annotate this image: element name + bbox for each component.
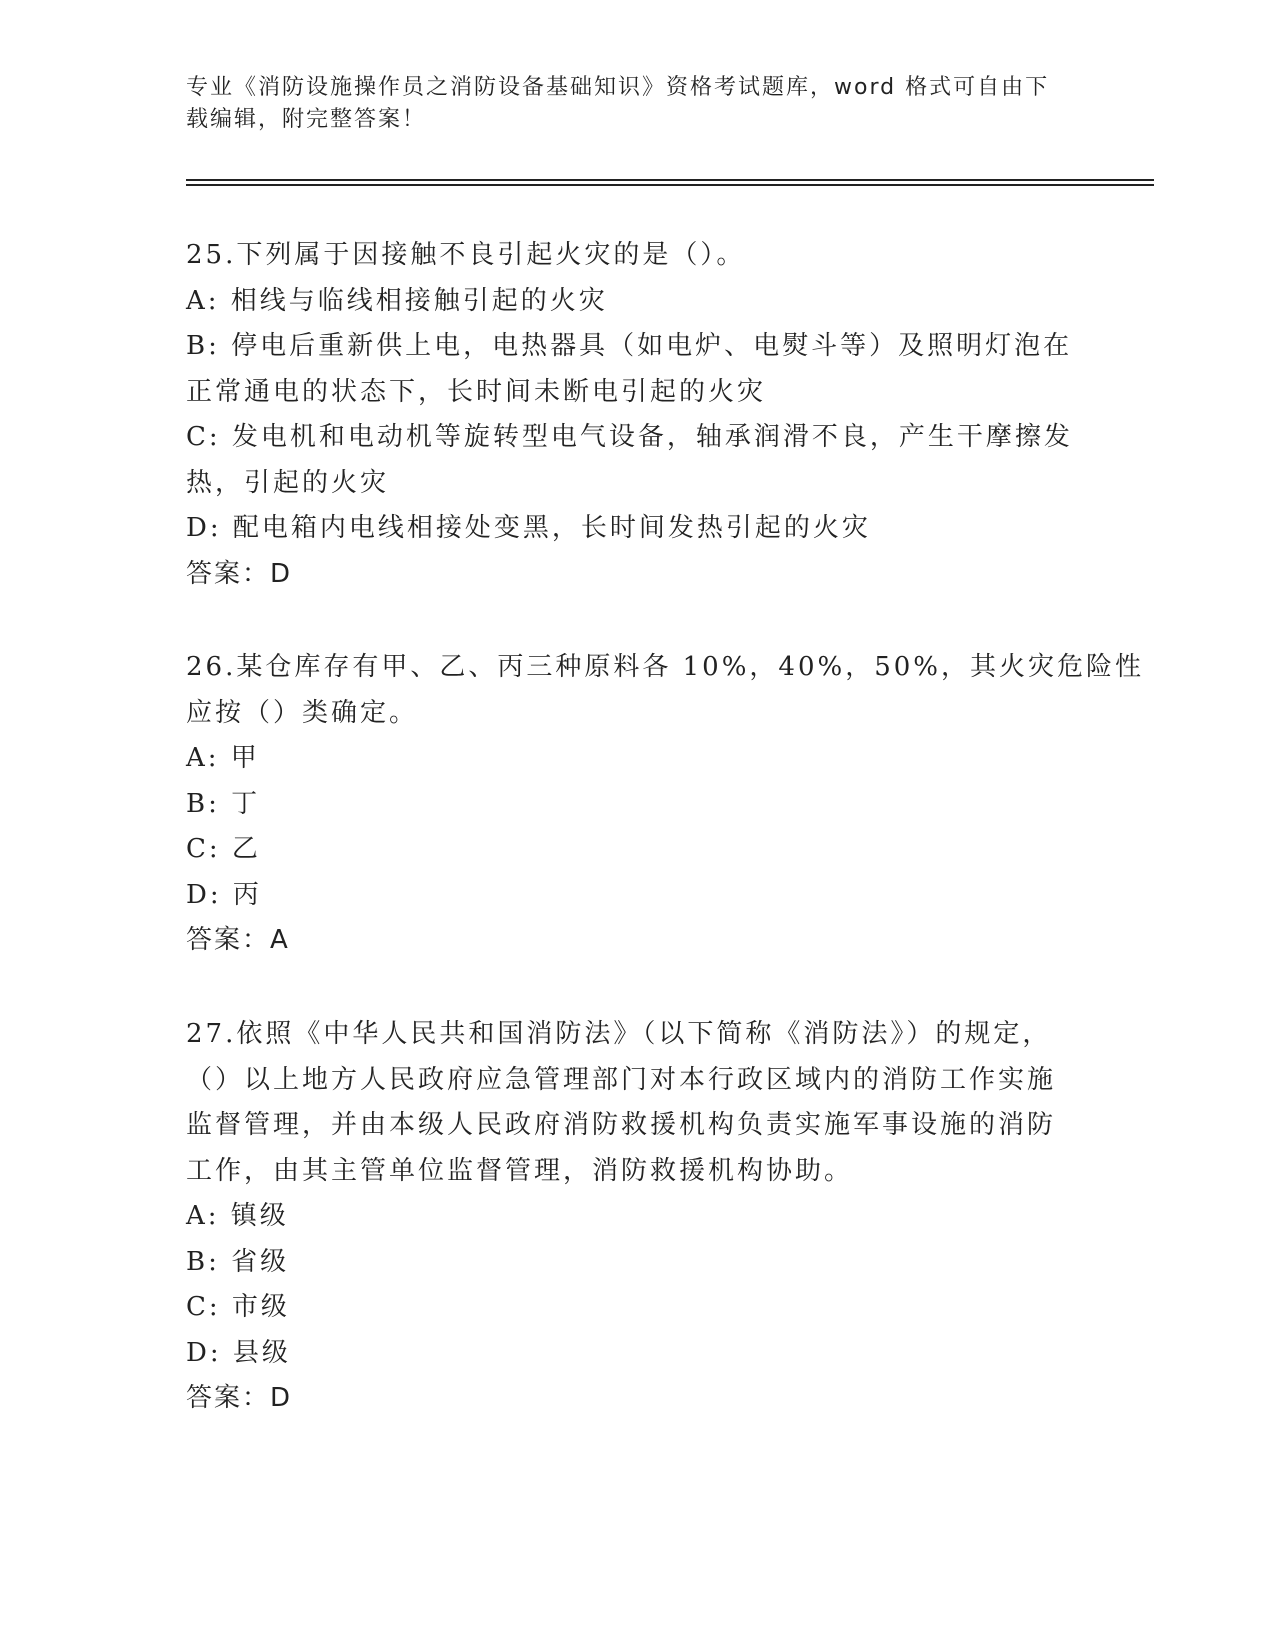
option-d: D: 丙 (186, 879, 262, 910)
option-b: B: 丁 (186, 788, 261, 819)
header-line: 专业《消防设施操作员之消防设备基础知识》资格考试题库，word 格式可自由下 (186, 75, 1050, 100)
answer: 答案：D (186, 558, 293, 589)
question-stem-continued: （）以上地方人民政府应急管理部门对本行政区域内的消防工作实施 (186, 1064, 1057, 1095)
header-divider (186, 184, 1154, 186)
question-27 (186, 1012, 1076, 1422)
answer: 答案：D (186, 1383, 293, 1413)
question-stem: 26.某仓库存有甲、乙、丙三种原料各 10%，40%，50%，其火灾危险性 (186, 652, 1144, 682)
option-d: D: 县级 (186, 1337, 291, 1368)
option-b: B: 省级 (186, 1246, 290, 1277)
option-a: A: 甲 (186, 743, 260, 773)
option-a: A: 镇级 (186, 1201, 289, 1231)
option-a: A: 相线与临线相接触引起的火灾 (186, 285, 608, 316)
question-stem-continued: 监督管理，并由本级人民政府消防救援机构负责实施军事设施的消防 (186, 1110, 1057, 1140)
option-c: C: 发电机和电动机等旋转型电气设备，轴承润滑不良，产生干摩擦发 (186, 422, 1073, 452)
option-c: C: 乙 (186, 834, 261, 864)
question-stem-continued: 工作，由其主管单位监督管理，消防救援机构协助。 (186, 1155, 854, 1186)
question-stem-continued: 应按（）类确定。 (186, 697, 419, 728)
question-stem: 27.依照《中华人民共和国消防法》（以下简称《消防法》）的规定， (186, 1019, 1052, 1049)
header-divider (186, 179, 1154, 181)
option-c: C: 市级 (186, 1292, 290, 1322)
option-d: D: 配电箱内电线相接处变黑，长时间发热引起的火灾 (186, 513, 871, 543)
question-26 (186, 645, 1144, 964)
question-25 (186, 233, 1076, 597)
answer: 答案：A (186, 925, 290, 955)
option-c-continued: 热，引起的火灾 (186, 467, 390, 498)
document-header (186, 72, 1066, 136)
question-stem: 25.下列属于因接触不良引起火灾的是（）。 (186, 240, 746, 270)
option-b-continued: 正常通电的状态下，长时间未断电引起的火灾 (186, 376, 767, 407)
header-line: 载编辑，附完整答案！ (186, 107, 427, 132)
option-b: B: 停电后重新供上电，电热器具（如电炉、电熨斗等）及照明灯泡在 (186, 331, 1073, 361)
